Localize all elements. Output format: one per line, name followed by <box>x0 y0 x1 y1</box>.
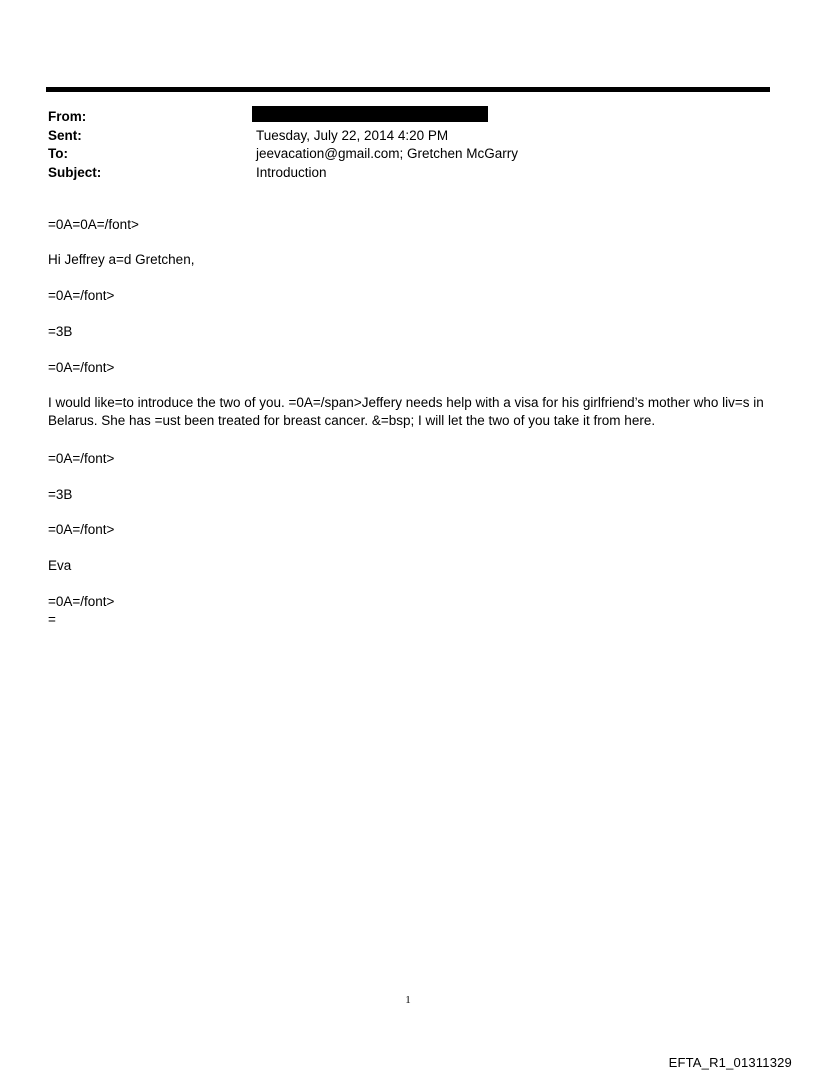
page-number: 1 <box>405 994 411 1006</box>
body-greeting: Hi Jeffrey a=d Gretchen, <box>48 252 195 267</box>
header-row-subject <box>48 164 748 183</box>
body-line-3: =0A=/font> <box>48 288 115 303</box>
document-id: EFTA_R1_01311329 <box>668 1055 792 1070</box>
body-line-11: =0A=/font> <box>48 594 115 609</box>
body-line-12: = <box>48 612 56 627</box>
body-line-5: =0A=/font> <box>48 360 115 375</box>
from-label: From: <box>48 109 87 124</box>
body-signature: Eva <box>48 558 72 573</box>
body-line-8: =3B <box>48 487 73 502</box>
subject-value: Introduction <box>256 164 327 180</box>
body-line-1: =0A=0A=/font> <box>48 217 139 232</box>
email-header <box>48 108 748 182</box>
header-row-from <box>48 108 748 127</box>
sent-value: Tuesday, July 22, 2014 4:20 PM <box>256 127 449 143</box>
sent-label: Sent: <box>48 127 82 143</box>
header-row-sent <box>48 127 748 146</box>
subject-label: Subject: <box>48 164 102 180</box>
body-paragraph: I would like=to introduce the two of you. =0A=/span>Jeffery needs help with a visa for his girlfriend’s mother who liv=s in Belarus. She has =ust been treated for breast cancer. &=bsp; I will let the two of you take it from here. <box>48 395 764 428</box>
header-row-to <box>48 145 748 164</box>
to-value: jeevacation@gmail.com; Gretchen McGarry <box>256 146 519 161</box>
body-line-4: =3B <box>48 324 73 339</box>
header-divider-rule <box>46 87 770 92</box>
body-line-9: =0A=/font> <box>48 522 115 537</box>
to-label: To: <box>48 146 68 161</box>
body-line-7: =0A=/font> <box>48 451 115 466</box>
